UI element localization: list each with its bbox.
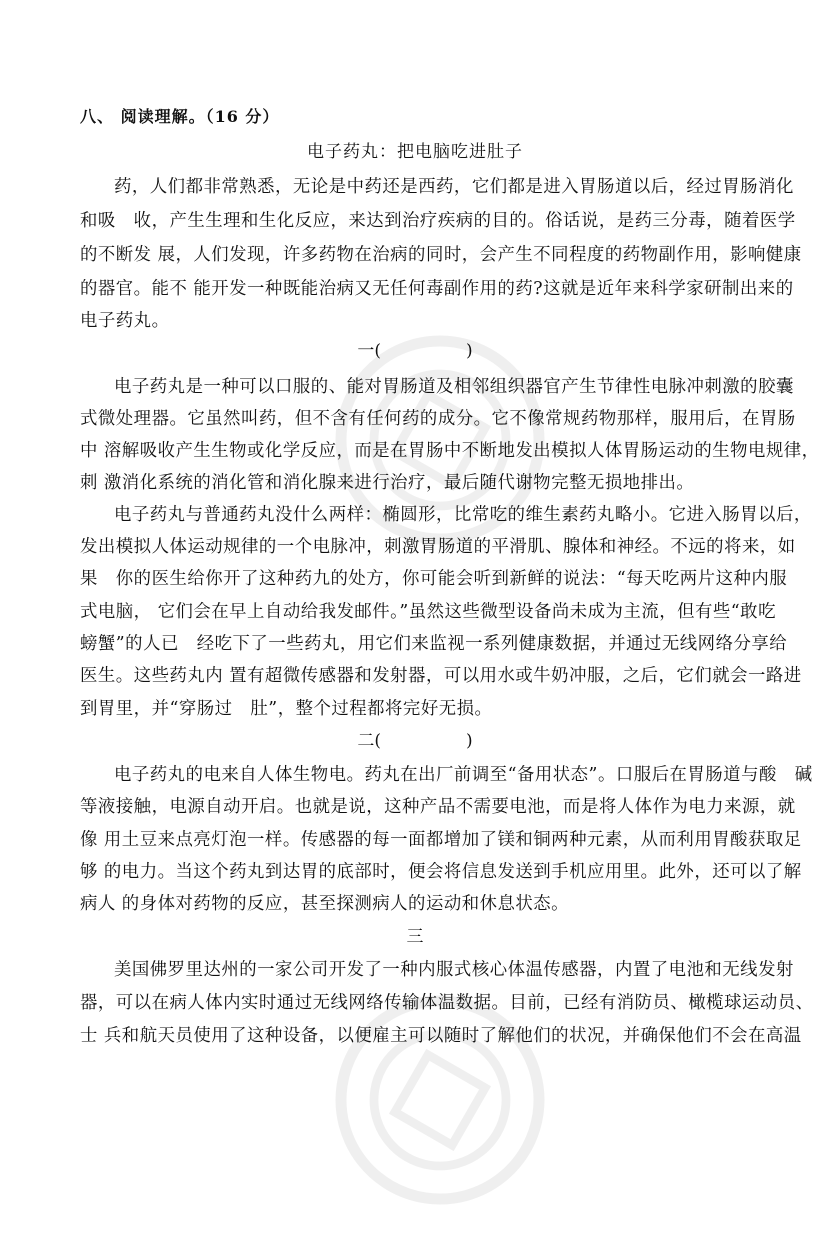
text-line: 够 的电力。当这个药丸到达胃的底部时，便会将信息发送到手机应用里。此外，还可以了解 xyxy=(80,862,802,882)
text-line: 螃蟹”的人已 经吃下了一些药丸，用它们来监视一系列健康数据，并通过无线网络分享给 xyxy=(80,634,788,654)
text-line: 到胃里，并“穿肠过 肚”，整个过程都将完好无损。 xyxy=(80,699,493,719)
article-title: 电子药丸：把电脑吃进肚子 xyxy=(307,142,523,162)
section-subtitle-3: 三 xyxy=(406,927,424,947)
text-line: 刺 激消化系统的消化管和消化腺来进行治疗，最后随代谢物完整无损地排出。 xyxy=(80,473,695,493)
section-subtitle-1: 一( ) xyxy=(357,341,473,361)
text-line: 电子药丸是一种可以口服的、能对胃肠道及相邻组织器官产生节律性电脉冲刺激的胶囊 xyxy=(114,377,794,397)
text-line: 果 你的医生给你开了这种药九的处方，你可能会听到新鲜的说法：“每天吃两片这种内服 xyxy=(80,569,788,589)
text-line: 式微处理器。它虽然叫药，但不含有任何药的成分。它不像常规药物那样，服用后，在胃肠 xyxy=(80,409,796,429)
text-line: 器，可以在病人体内实时通过无线网络传输体温数据。目前，已经有消防员、橄榄球运动员、 xyxy=(80,993,814,1013)
text-line: 士 兵和航天员使用了这种设备，以便雇主可以随时了解他们的状况，并确保他们不会在高温 xyxy=(80,1026,802,1046)
text-line: 中 溶解吸收产生生物或化学反应，而是在胃肠中不断地发出模拟人体胃肠运动的生物电规律， xyxy=(80,441,820,461)
text-line: 病人 的身体对药物的反应，甚至探测病人的运动和休息状态。 xyxy=(80,894,570,914)
text-line: 药，人们都非常熟悉，无论是中药还是西药，它们都是进入胃肠道以后，经过胃肠消化 xyxy=(114,177,794,197)
text-line: 电子药丸与普通药丸没什么两样：椭圆形，比常吃的维生素药丸略小。它进入肠胃以后， xyxy=(114,505,812,525)
section-heading: 八、 阅读理解。（16 分） xyxy=(80,107,280,126)
text-line: 像 用土豆来点亮灯泡一样。传感器的每一面都增加了镁和铜两种元素，从而利用胃酸获取足 xyxy=(80,830,802,850)
text-line: 的不断发 展，人们发现，许多药物在治病的同时，会产生不同程度的药物副作用，影响健康 xyxy=(80,245,802,265)
text-line: 等液接触，电源自动开启。也就是说，这种产品不需要电池，而是将人体作为电力来源，就 xyxy=(80,797,796,817)
text-line: 式电脑， 它们会在早上自动给我发邮件。”虽然这些微型设备尚未成为主流，但有些“敢吃 xyxy=(80,602,776,622)
text-line: 电子药丸。 xyxy=(80,311,170,331)
section-subtitle-2: 二( ) xyxy=(357,731,473,751)
text-line: 医生。这些药丸内 置有超微传感器和发射器，可以用水或牛奶冲服，之后，它们就会一路进 xyxy=(80,666,802,686)
text-line: 美国佛罗里达州的一家公司开发了一种内服式核心体温传感器，内置了电池和无线发射 xyxy=(114,960,794,980)
text-line: 发出模拟人体运动规律的一个电脉冲，刺激胃肠道的平滑肌、腺体和神经。不远的将来，如 xyxy=(80,537,796,557)
text-line: 和吸 收，产生生理和生化反应，来达到治疗疾病的目的。俗话说，是药三分毒，随着医学 xyxy=(80,211,796,231)
text-line: 电子药丸的电来自人体生物电。药丸在出厂前调至“备用状态”。口服后在胃肠道与酸 碱 xyxy=(114,765,813,785)
text-line: 的器官。能不 能开发一种既能治病又无任何毒副作用的药?这就是近年来科学家研制出来的 xyxy=(80,279,794,299)
